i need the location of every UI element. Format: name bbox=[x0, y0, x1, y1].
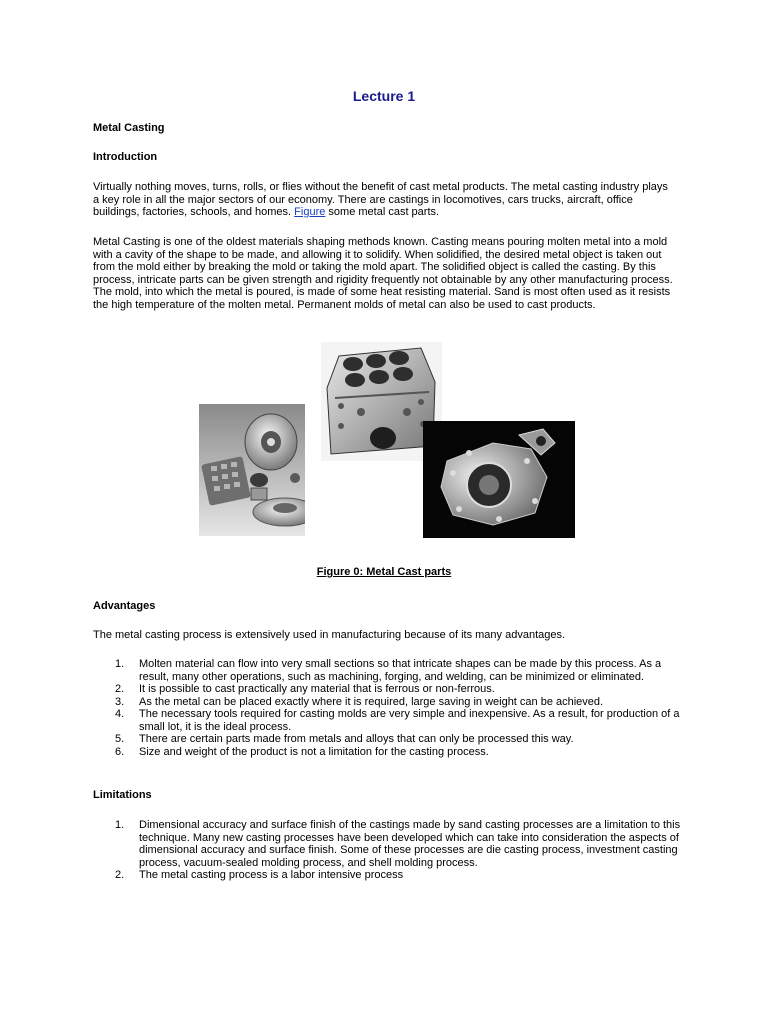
list-item-text: It is possible to cast practically any material that is ferrous or non-ferrous. bbox=[139, 683, 495, 695]
list-item-number: 6. bbox=[115, 745, 125, 758]
figure-caption: Figure 0: Metal Cast parts bbox=[316, 566, 452, 578]
list-item bbox=[93, 869, 683, 882]
list-item-text: As the metal can be placed exactly where it is required, large saving in weight can be achieved. bbox=[139, 695, 604, 708]
list-item bbox=[93, 746, 683, 759]
limitations-list bbox=[93, 819, 683, 882]
list-item-number: 1. bbox=[115, 658, 125, 670]
list-item-number: 2. bbox=[115, 683, 125, 695]
intro-text: Virtually nothing moves, turns, rolls, or flies without the benefit of cast metal products. The metal casting industry plays a key role in all the major sectors of our economy. There are castings in locomotives, cars trucks, aircraft, office buildings, factories, schools, and homes. bbox=[93, 181, 668, 218]
list-item-number: 5. bbox=[115, 733, 125, 745]
advantages-intro: The metal casting process is extensively used in manufacturing because of its many advantages. bbox=[93, 629, 566, 641]
cast-parts-photo-housing bbox=[423, 421, 575, 538]
casting-paragraph: Metal Casting is one of the oldest materials shaping methods known. Casting means pouring molten metal into a mold with a cavity of the shape to be made, and allowing it to solidify. When solidified, the desired metal object is taken out from the mold either by breaking the mold or taking the mold apart. The solidified object is called the casting. By this process, intricate parts can be given strength and rigidity frequently not obtainable by any other manufacturing process. The mold, into which the metal is poured, is made of some heat resisting material. Sand is most often used as it resists the high temperature of the molten metal. Permanent molds of metal can also be used to cast products. bbox=[93, 236, 673, 311]
list-item bbox=[93, 733, 683, 746]
heading-introduction: Introduction bbox=[93, 151, 158, 163]
figure-link[interactable]: Figure bbox=[294, 206, 326, 218]
cast-parts-photo-brake bbox=[199, 404, 305, 536]
intro-paragraph bbox=[93, 181, 673, 219]
list-item-text: The necessary tools required for casting molds are very simple and inexpensive. As a result, for production of a small lot, it is the ideal process. bbox=[139, 708, 680, 733]
list-item-number: 4. bbox=[115, 708, 125, 720]
list-item-number: 2. bbox=[115, 869, 125, 881]
list-item-text: The metal casting process is a labor intensive process bbox=[139, 869, 404, 881]
list-item-text: There are certain parts made from metals and alloys that can only be processed this way. bbox=[139, 733, 574, 745]
heading-limitations: Limitations bbox=[93, 789, 152, 801]
list-item-text: Dimensional accuracy and surface finish of the castings made by sand casting processes are a limitation to this technique. Many new casting processes have been developed which can take into consideration the aspects of dimensional accuracy and surface finish. Some of these processes are die casting process, investment casting process, vacuum-sealed molding process, and shell molding process. bbox=[139, 819, 681, 869]
list-item bbox=[93, 658, 683, 683]
heading-advantages: Advantages bbox=[93, 600, 156, 612]
advantages-list bbox=[93, 658, 683, 758]
list-item bbox=[93, 708, 683, 733]
list-item-number: 3. bbox=[115, 695, 125, 708]
list-item-text: Size and weight of the product is not a limitation for the casting process. bbox=[139, 745, 489, 758]
list-item-text: Molten material can flow into very small sections so that intricate shapes can be made by this process. As a result, many other operations, such as machining, forging, and welding, can be minimized or eliminated. bbox=[139, 658, 662, 683]
heading-metal-casting: Metal Casting bbox=[93, 122, 165, 134]
intro-text-end: some metal cast parts. bbox=[325, 206, 440, 218]
list-item bbox=[93, 819, 683, 869]
list-item bbox=[93, 696, 683, 709]
page-title: Lecture 1 bbox=[352, 88, 416, 104]
list-item bbox=[93, 683, 683, 696]
list-item-number: 1. bbox=[115, 819, 125, 831]
